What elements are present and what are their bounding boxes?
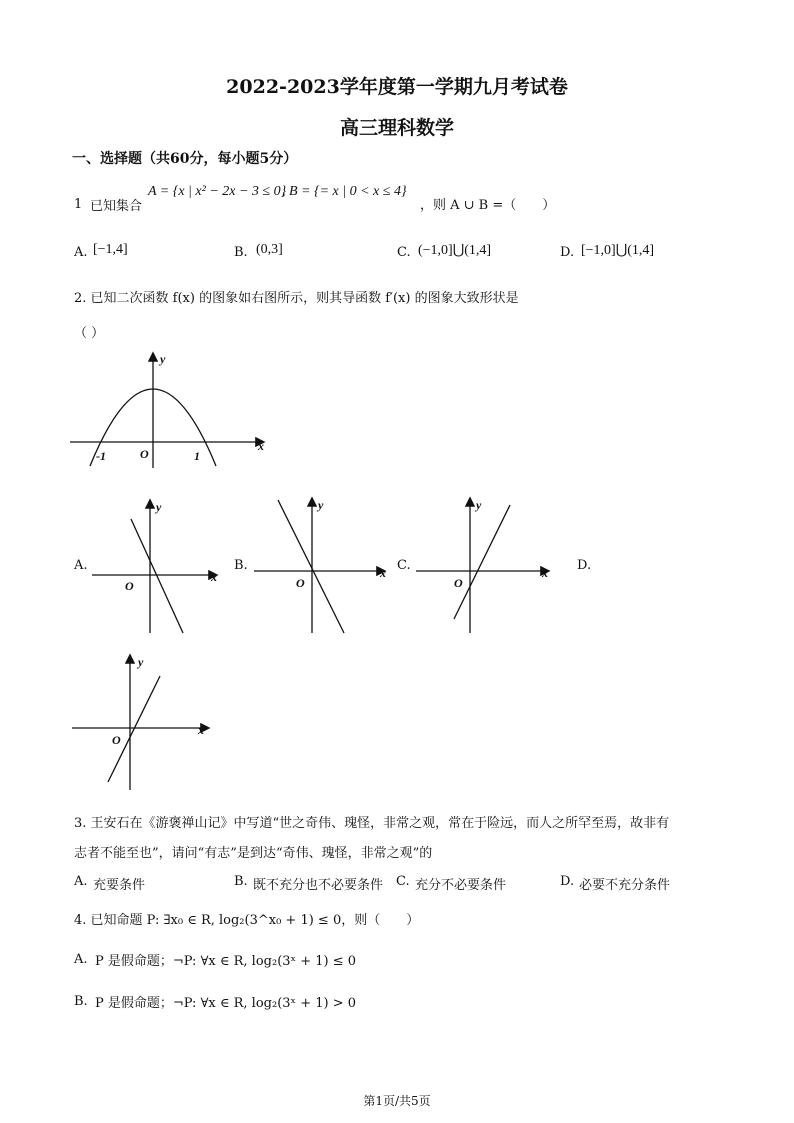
parabola-graph [68, 350, 278, 470]
option-c-graph [414, 495, 554, 635]
graph-x-label: x [258, 439, 264, 453]
q1-option-c-label: C. [397, 245, 411, 260]
q1-option-a-label: A. [74, 245, 88, 260]
q3-line2: 志者不能至也”，请问“有志”是到达“奇伟、瑰怪，非常之观”的 [74, 846, 433, 861]
q3-option-b-text: 既不充分也不必要条件 [253, 878, 384, 893]
graph-one-label: 1 [194, 449, 200, 463]
option-d-graph [68, 652, 213, 792]
q1-number: 1 [74, 197, 83, 212]
option-a-origin-label: O [125, 579, 134, 593]
exam-subtitle: 高三理科数学 [339, 117, 454, 139]
exam-title: 2022-2023学年度第一学期九月考试卷 [226, 76, 568, 98]
q2-stem: 2. 已知二次函数 f(x) 的图象如右图所示，则其导函数 f′(x) 的图象大致形状是 [74, 291, 519, 306]
q1-option-a-text: [−1,4] [93, 242, 128, 257]
option-d-origin-label: O [112, 733, 121, 747]
q1-option-c-text: (−1,0]⋃(1,4] [418, 243, 492, 258]
option-b-origin-label: O [296, 576, 305, 590]
section-heading: 一、选择题（共60分，每小题5分） [72, 151, 298, 167]
q1-option-d-text: [−1,0]⋃(1,4] [581, 243, 655, 258]
q3-option-d-text: 必要不充分条件 [579, 878, 671, 893]
q1-option-b-text: (0,3] [256, 242, 283, 257]
option-d-x-label: x [198, 723, 204, 737]
q1-set-b: , B = {= x | 0 < x ≤ 4} [282, 184, 407, 199]
q2-paren: （ ） [74, 326, 105, 341]
q4-option-b-text: P 是假命题；¬P: ∀x ∈ R, log₂(3ˣ + 1) > 0 [95, 996, 356, 1011]
option-c-x-label: x [542, 566, 548, 580]
q4-stem: 4. 已知命题 P: ∃x₀ ∈ R, log₂(3^x₀ + 1) ≤ 0，则（ ） [74, 913, 420, 928]
q3-line1: 3. 王安石在《游褒禅山记》中写道“世之奇伟、瑰怪，非常之观，常在于险远，而人之所罕至焉，故非有 [74, 816, 670, 831]
q1-stem-prefix: 已知集合 [90, 199, 143, 214]
option-c-y-label: y [476, 498, 482, 512]
q3-option-b-label: B. [234, 874, 248, 889]
q4-option-a-text: P 是假命题；¬P: ∀x ∈ R, log₂(3ˣ + 1) ≤ 0 [95, 954, 356, 969]
option-a-graph [88, 495, 223, 635]
option-d-y-label: y [138, 655, 144, 669]
q4-option-b-label: B. [74, 994, 88, 1009]
page-footer: 第1页/共5页 [363, 1094, 431, 1108]
graph-origin-label: O [140, 447, 149, 461]
q2-option-a-label: A. [74, 558, 88, 573]
q1-set-a: A = {x | x² − 2x − 3 ≤ 0} [148, 184, 287, 199]
option-c-origin-label: O [454, 576, 463, 590]
q2-option-c-label: C. [397, 558, 411, 573]
option-a-y-label: y [156, 500, 162, 514]
graph-neg1-label: -1 [96, 449, 106, 463]
q4-option-a-label: A. [74, 952, 88, 967]
q3-option-a-text: 充要条件 [93, 878, 146, 893]
graph-y-label: y [160, 352, 166, 366]
q3-option-c-text: 充分不必要条件 [415, 878, 507, 893]
q2-option-d-label: D. [577, 558, 592, 573]
q3-option-d-label: D. [560, 874, 575, 889]
q1-option-b-label: B. [234, 245, 248, 260]
q2-option-b-label: B. [234, 558, 248, 573]
option-b-x-label: x [380, 566, 386, 580]
q1-option-d-label: D. [560, 245, 575, 260]
option-b-y-label: y [318, 498, 324, 512]
option-a-x-label: x [211, 570, 217, 584]
q3-option-a-label: A. [74, 874, 88, 889]
option-b-graph [252, 495, 392, 635]
q1-stem-suffix: ，则 A ∪ B =（ ） [420, 198, 556, 213]
q3-option-c-label: C. [396, 874, 410, 889]
